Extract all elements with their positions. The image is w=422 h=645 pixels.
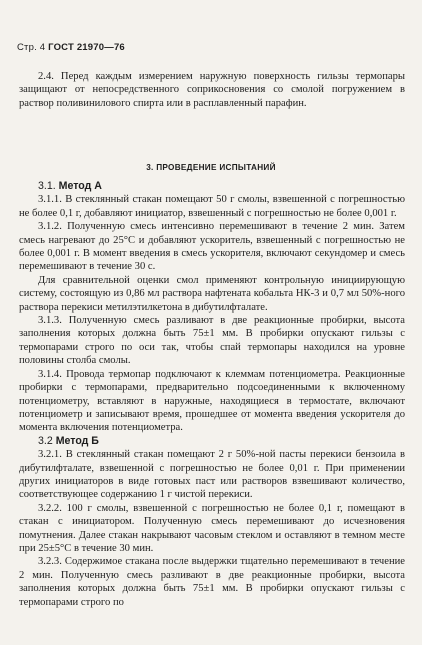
paragraph-3-2-1: 3.2.1. В стеклянный стакан помещают 2 г 50%-ной пасты перекиси бензоила в дибутилфталате, взвешенной с погрешностью не более 0,01 г. При применении других инициаторов в виде готовых паст или растворов взвешивают количество, соответствующее содержанию 1 г чистой перекиси. [19,449,405,501]
intro-block [19,70,405,110]
paragraph-2-4: 2.4. Перед каждым измерением наружную поверхность гильзы термопары защищают от непосредственного соприкосновения со смолой погружением в раствор поливинилового спирта или в расплавленный парафин. [19,71,405,109]
page-number: Стр. 4 [17,42,46,53]
paragraph-3-2-3: 3.2.3. Содержимое стакана после выдержки тщательно перемешивают в течение 2 мин. Полученную смесь разливают в две реакционные пробирки, высота заполнения которых должна быть 75±1 мм. В пробирки опускают гильзы с термопарами строго по [19,556,405,608]
method-a-block [19,180,405,609]
method-a-heading [19,180,405,193]
paragraph-3-1-2: 3.1.2. Полученную смесь интенсивно перемешивают в течение 2 мин. Затем смесь нагревают до 25°С и добавляют ускоритель, взвешенный с погрешностью не более 0,001 г. В момент введения в смесь ускорителя, включают секундомер и смесь перемешивают в течение 30 с. [19,221,405,273]
page-header [17,42,125,53]
paragraph-3-1-1: 3.1.1. В стеклянный стакан помещают 50 г смолы, взвешенной с погрешностью не более 0,1 г, добавляют инициатор, взвешенный с погрешностью не более 0,001 г. [19,194,405,219]
paragraph-3-1-4: 3.1.4. Провода термопар подключают к клеммам потенциометра. Реакционные пробирки с термопарами, предварительно подсоединенными к включенному потенциометру, вставляют в наружные, находящиеся в термостате, включают потенциометр и записывают время, прошедшее от момента введения ускорителя до момента включения потенциометра. [19,368,405,434]
paragraph-3-2-2: 3.2.2. 100 г смолы, взвешенной с погрешностью не более 0,1 г, помещают в стакан с инициатором. Полученную смесь перемешивают до исчезновения помутнения. Далее стакан накрывают часовым стеклом и оставляют в темном месте при 25±5°С в течение 30 мин. [19,502,405,554]
method-b-number: 3.2 [38,434,53,447]
method-b-title: Метод Б [55,434,99,447]
standard-code: ГОСТ 21970—76 [48,42,125,53]
method-a-title: Метод А [58,180,102,192]
section-title: 3. ПРОВЕДЕНИЕ ИСПЫТАНИЙ [146,163,276,172]
method-a-number: 3.1. [38,180,56,192]
method-b-heading [19,435,405,448]
paragraph-3-1-3: 3.1.3. Полученную смесь разливают в две реакционные пробирки, высота заполнения которых должна быть 75±1 мм. В пробирки опускают гильзы с термопарами строго по оси так, чтобы спай термопары находился на уровне половины столба смолы. [19,315,405,367]
paragraph-comparison: Для сравнительной оценки смол применяют контрольную инициирующую систему, состоящую из 0,86 мл раствора нафтената кобальта НК-3 и 0,7 мл 50%-ного раствора перекиси метилэтилкетона в дибутилфталате. [19,274,405,313]
